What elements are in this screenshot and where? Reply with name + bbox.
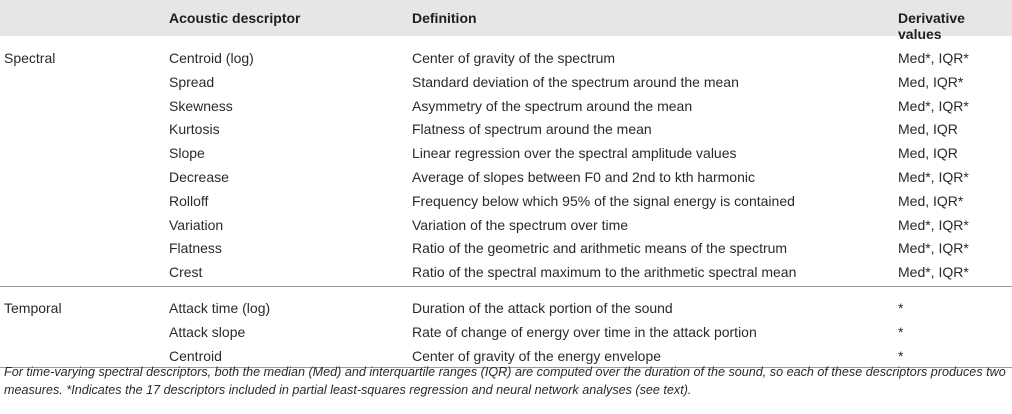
table-row <box>0 155 1012 185</box>
table-header <box>0 0 1012 42</box>
descriptor-cell: Crest <box>169 264 203 281</box>
definition-cell: Center of gravity of the spectrum <box>412 50 616 66</box>
descriptor-cell: Attack slope <box>169 323 246 340</box>
table-row <box>0 286 1012 316</box>
descriptor-cell: Spread <box>169 73 215 90</box>
table-row <box>0 226 1012 257</box>
definition-cell: Ratio of the geometric and arithmetic means of the spectrum <box>412 240 788 257</box>
group-label: Spectral <box>4 50 56 66</box>
descriptor-cell: Decrease <box>169 169 229 185</box>
derivative-cell: Med*, IQR* <box>898 169 969 185</box>
descriptor-cell: Variation <box>169 216 224 233</box>
table-row <box>0 60 1012 90</box>
header-derivative: Derivative values <box>898 10 965 42</box>
derivative-cell: Med*, IQR* <box>898 264 969 281</box>
derivative-cell: Med*, IQR* <box>898 240 969 257</box>
derivative-cell: Med, IQR <box>898 145 958 162</box>
derivative-cell: Med, IQR* <box>898 192 964 209</box>
descriptor-cell: Kurtosis <box>169 121 220 138</box>
table-row <box>0 84 1012 114</box>
table-row <box>0 310 1012 340</box>
derivative-cell: Med, IQR <box>898 121 958 138</box>
descriptor-cell: Rolloff <box>169 192 209 209</box>
definition-cell: Variation of the spectrum over time <box>412 216 629 233</box>
definition-cell: Frequency below which 95% of the signal energy is contained <box>412 192 795 209</box>
definition-cell: Standard deviation of the spectrum around the mean <box>412 73 739 90</box>
table-row <box>0 36 1012 66</box>
descriptor-cell: Attack time (log) <box>169 300 271 316</box>
definition-cell: Flatness of spectrum around the mean <box>412 121 652 138</box>
derivative-cell: Med*, IQR* <box>898 50 969 66</box>
descriptor-cell: Centroid <box>169 347 222 364</box>
definition-cell: Average of slopes between F0 and 2nd to kth harmonic <box>412 169 755 185</box>
descriptor-cell: Flatness <box>169 240 222 257</box>
derivative-cell: Med*, IQR* <box>898 216 969 233</box>
table-row <box>0 334 1012 364</box>
header-descriptor: Acoustic descriptor <box>169 10 301 26</box>
definition-cell: Duration of the attack portion of the sound <box>412 300 673 316</box>
group-label: Temporal <box>4 300 62 316</box>
header-definition: Definition <box>412 10 477 26</box>
derivative-cell: Med*, IQR* <box>898 97 969 114</box>
descriptor-cell: Centroid (log) <box>169 50 254 66</box>
definition-cell: Asymmetry of the spectrum around the mean <box>412 97 693 114</box>
table-row <box>0 131 1012 162</box>
table-row <box>0 250 1012 281</box>
table-row <box>0 203 1012 233</box>
derivative-cell: * <box>898 323 904 340</box>
definition-cell: Linear regression over the spectral amplitude values <box>412 145 737 162</box>
table-footnote: For time-varying spectral descriptors, both the median (Med) and interquartile ranges (IQR) are computed over the duration of the sound, so each of these descriptors produces two measures. *Indicates the 17 descriptors included in partial least-squares regression and neural network analyses (see text). <box>4 365 1006 397</box>
derivative-cell: Med, IQR* <box>898 73 964 90</box>
descriptor-cell: Skewness <box>169 97 233 114</box>
definition-cell: Center of gravity of the energy envelope <box>412 347 662 364</box>
descriptor-cell: Slope <box>169 145 205 162</box>
derivative-cell: * <box>898 347 904 364</box>
definition-cell: Ratio of the spectral maximum to the arithmetic spectral mean <box>412 264 797 281</box>
derivative-cell: * <box>898 300 904 316</box>
table-row <box>0 179 1012 209</box>
definition-cell: Rate of change of energy over time in the attack portion <box>412 323 757 340</box>
table-row <box>0 107 1012 138</box>
